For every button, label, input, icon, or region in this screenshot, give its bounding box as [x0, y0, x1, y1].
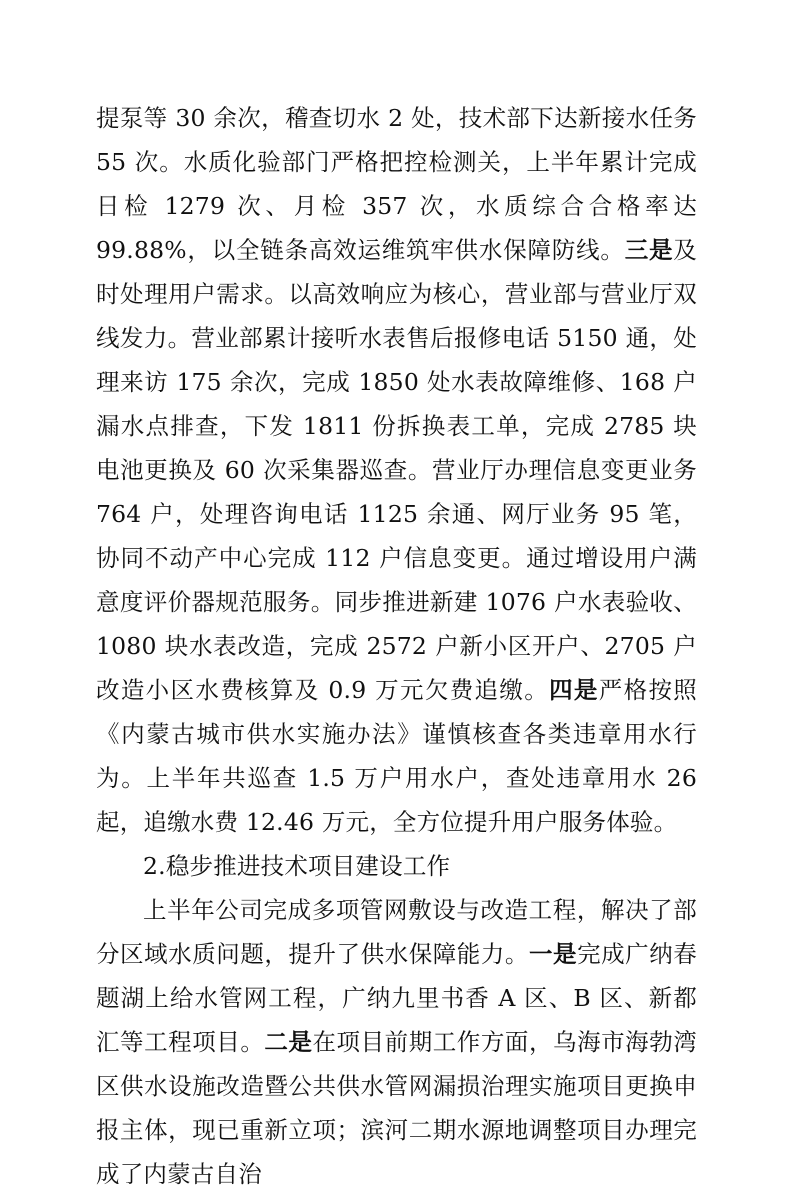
text-run-bold: 二是: [264, 1028, 313, 1056]
text-run: 完成广纳春题湖上给水管网工程，广纳九里书香 A 区、B 区、新都汇等工程项目。: [96, 940, 697, 1056]
text-run-bold: 一是: [528, 940, 578, 968]
document-body: [96, 96, 697, 1196]
text-run-bold: 四是: [549, 676, 599, 704]
text-run: 2.稳步推进技术项目建设工作: [143, 852, 451, 880]
text-run: 及时处理用户需求。以高效响应为核心，营业部与营业厅双线发力。营业部累计接听水表售后报修电话 5150 通，处理来访 175 余次，完成 1850 处水表故障维修、168 户漏水点排查，下发 1811 份拆换表工单，完成 2785 块电池更换及 60 次采集器巡查。营业厅办理信息变更业务 764 户，处理咨询电话 1125 余通、网厅业务 95 笔，协同不动产中心完成 112 户信息变更。通过增设用户满意度评价器规范服务。同步推进新建 1076 户水表验收、1080 块水表改造，完成 2572 户新小区开户、2705 户改造小区水费核算及 0.9 万元欠费追缴。: [96, 236, 697, 704]
paragraph-1: [96, 96, 697, 844]
text-run: 在项目前期工作方面，乌海市海勃湾区供水设施改造暨公共供水管网漏损治理实施项目更换申报主体，现已重新立项；滨河二期水源地调整项目办理完成了内蒙古自治: [96, 1028, 697, 1188]
text-run: 提泵等 30 余次，稽查切水 2 处，技术部下达新接水任务 55 次。水质化验部门严格把控检测关，上半年累计完成日检 1279 次、月检 357 次，水质综合合格率达 99.88%，以全链条高效运维筑牢供水保障防线。: [96, 104, 697, 264]
text-run: 严格按照《内蒙古城市供水实施办法》谨慎核查各类违章用水行为。上半年共巡查 1.5 万户用水户，查处违章用水 26 起，追缴水费 12.46 万元，全方位提升用户服务体验。: [96, 676, 697, 836]
paragraph-2-heading: [96, 844, 697, 888]
text-run: 上半年公司完成多项管网敷设与改造工程，解决了部分区域水质问题，提升了供水保障能力。: [96, 896, 697, 968]
text-run-bold: 三是: [624, 236, 674, 264]
paragraph-3: [96, 888, 697, 1196]
